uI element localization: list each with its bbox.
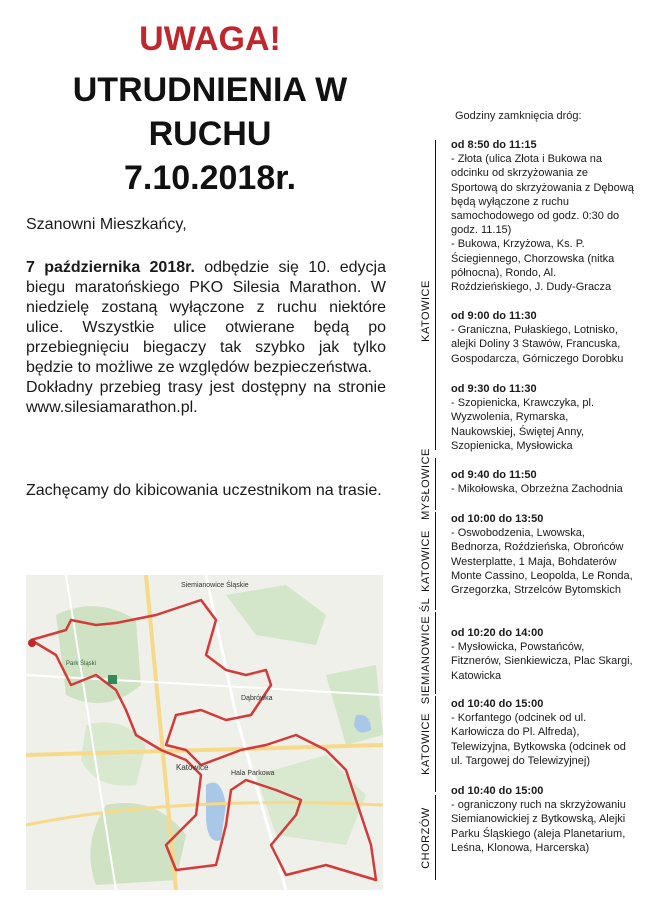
greeting: Szanowni Mieszkańcy, (26, 216, 187, 233)
title-line-2: RUCHU (148, 115, 272, 153)
closure-time: od 9:00 do 11:30 (451, 310, 537, 322)
closure-streets: - ograniczony ruch na skrzyżowaniu Siemianowickiej z Bytkowską, Alejki Parku Śląskiego (aleja Planetarium, Leśna, Klonowa, Harcerska) (451, 799, 626, 854)
closure-streets: - Mikołowska, Obrzeżna Zachodnia (451, 483, 623, 496)
announcement-paragraph (26, 258, 386, 418)
closure-group (451, 382, 636, 453)
closure-time: od 10:00 do 13:50 (451, 513, 544, 525)
closure-group (451, 784, 636, 855)
map-label-siemianowice: Siemianowice Śląskie (181, 582, 249, 589)
page-title (20, 68, 400, 200)
closure-streets: - Mysłowicka, Powstańców, Fitznerów, Sienkiewicza, Plac Skargi, Katowicka (451, 641, 633, 682)
district-divider (435, 458, 436, 510)
district-label: KATOWICE (420, 713, 432, 775)
closure-time: od 10:20 do 14:00 (451, 627, 544, 639)
closure-group (451, 309, 636, 366)
map-label-dabrowka: Dąbrówka (241, 695, 273, 702)
closure-time: od 10:40 do 15:00 (451, 785, 544, 797)
closure-time: od 9:40 do 11:50 (451, 469, 537, 481)
district-label: SIEMIANOWICE ŚL (420, 597, 432, 705)
district-divider (435, 512, 436, 610)
closure-group (451, 512, 636, 597)
announcement-text: odbędzie się 10. edycja biegu maratońskiego PKO Silesia Marathon. W niedzielę zostaną wyłączone z ruchu niektóre ulice. Wszystkie ulice otwierane będą po przebiegnięciu biegaczy tak szybko jak tylko będzie to możliwe ze względów bezpieczeństwa. (26, 259, 387, 376)
event-date: 7 października 2018r. (26, 259, 195, 276)
closure-group (451, 138, 636, 294)
district-divider (435, 696, 436, 792)
map-label-park: Park Śląski (66, 661, 97, 667)
closure-time: od 10:40 do 15:00 (451, 698, 544, 710)
district-divider (435, 612, 436, 694)
district-divider (435, 795, 436, 880)
title-line-3: 7.10.2018r. (123, 159, 297, 197)
closing-note: Zachęcamy do kibicowania uczestnikom na trasie. (26, 482, 382, 499)
closure-streets: - Złota (ulica Złota i Bukowa na odcinku od skrzyżowania ze Sportową do skrzyżowania z Dębową będą wyłączone z ruchu samochodowego od godz. 0:30 do godz. 11.15) - Bukowa, Krzyżowa, Ks. P. Ściegiennego, Chorzowska (nitka północna), Rondo, Al. Roździeńskiego, J. Dudy-Gracza (451, 153, 634, 294)
closure-group (451, 468, 636, 496)
district-label: KATOWICE (420, 530, 432, 592)
closure-time: od 9:30 do 11:30 (451, 383, 537, 395)
district-label: MYSŁOWICE (420, 448, 432, 520)
closures-heading: Godziny zamknięcia dróg: (455, 110, 582, 122)
district-divider (435, 140, 436, 450)
closure-group (451, 697, 636, 768)
route-map (26, 575, 383, 890)
closure-streets: - Graniczna, Pułaskiego, Lotnisko, alejki Doliny 3 Stawów, Francuska, Gospodarcza, Górniczego Dorobku (451, 324, 624, 365)
route-info: Dokładny przebieg trasy jest dostępny na stronie www.silesiamarathon.pl. (26, 379, 386, 416)
title-line-1: UTRUDNIENIA W (72, 71, 348, 109)
closure-time: od 8:50 do 11:15 (451, 139, 537, 151)
alert-title: UWAGA! (139, 20, 281, 58)
district-label: CHORZÓW (420, 807, 432, 869)
closure-streets: - Oswobodzenia, Lwowska, Bednorza, Roździeńska, Obrońców Westerplatte, 1 Maja, Bohdaterów Monte Cassino, Leopolda, Le Ronda, Grzegorzka, Strzelców Bytomskich (451, 527, 633, 597)
closure-group (451, 626, 636, 683)
map-label-katowice: Katowice (176, 763, 209, 772)
closure-streets: - Korfantego (odcinek od ul. Karłowicza do Pl. Alfreda), Telewizyjna, Bytkowska (odcinek od ul. Targowej do Telewizyjnej) (451, 712, 626, 767)
closure-streets: - Szopienicka, Krawczyka, pl. Wyzwolenia, Rymarska, Naukowskiej, Świętej Anny, Szopienicka, Mysłowicka (451, 397, 595, 452)
district-label: KATOWICE (420, 280, 432, 342)
map-label-hala: Hala Parkowa (231, 770, 275, 777)
